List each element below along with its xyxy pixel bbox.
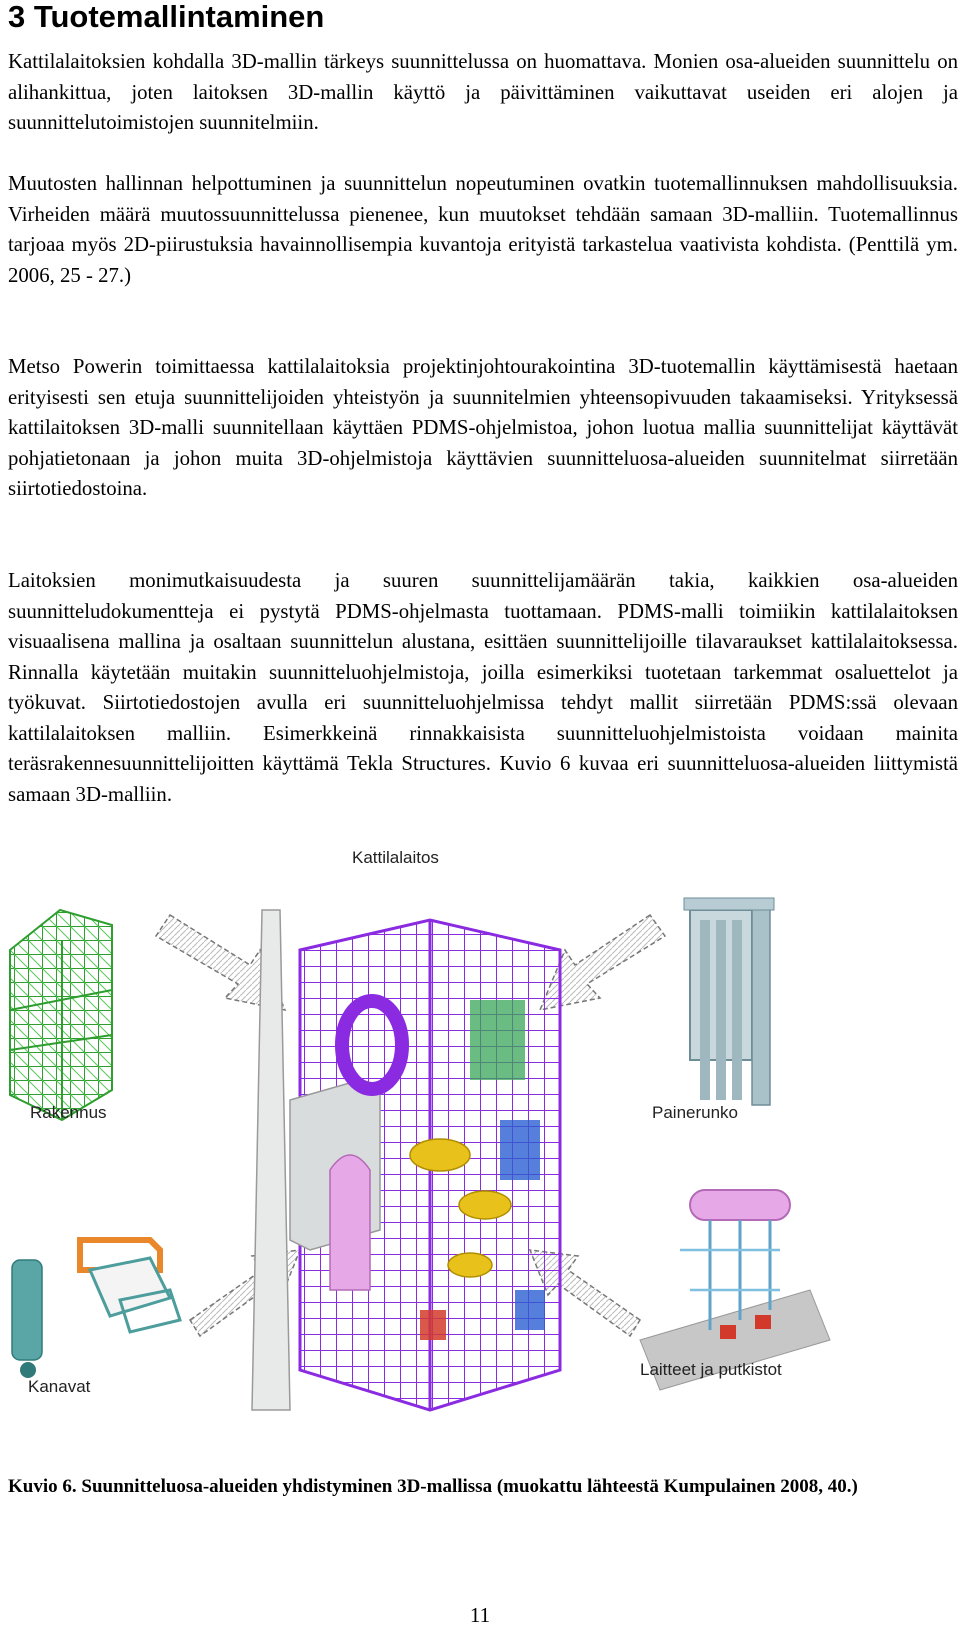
structure-model xyxy=(10,910,112,1120)
paragraph-1: Kattilalaitoksien kohdalla 3D-mallin tärkeys suunnittelussa on huomattava. Monien osa-alueiden suunnittelu on alihankittua, joten laitoksen 3D-mallin käyttö ja päivittäminen vaikuttavat useiden eri alojen ja suunnittelutoimistojen suunnitelmiin. xyxy=(8,50,958,134)
paragraph-4: Laitoksien monimutkaisuudesta ja suuren suunnittelijamäärän takia, kaikkien osa-alueiden suunnitteludokumentteja ei pystytä PDMS-ohjelmasta tuottamaan. PDMS-malli toimiikin kattilalaitoksen visuaalisena mallina ja osaltaan suunnittelun alustana, esittäen suunnittelijoille tilavaraukset kattilalaitoksessa. Rinnalla käytetään muitakin suunnitteluohjelmistoja, joilla esimerkiksi tuotetaan tarkemmat osaluettelot ja työkuvat. Siirtotiedostojen avulla eri suunnitteluohjelmissa tehdyt mallit siirretään PDMS:ssä olevaan kattilalaitoksen malliin. Esimerkkeinä rinnakkaisista suunnitteluohjelmistoista voidaan mainita teräsrakennesuunnittelijoitten käyttämä Tekla Structures. Kuvio 6 kuvaa eri suunnitteluosa-alueiden liittymistä samaan 3D-malliin. xyxy=(8,569,958,806)
figure-boiler-plant xyxy=(0,848,960,1460)
page-number: 11 xyxy=(469,1603,491,1627)
boiler-plant-model xyxy=(252,910,560,1410)
label-ducts: Kanavat xyxy=(28,1377,91,1396)
label-piping: Laitteet ja putkistot xyxy=(640,1360,782,1379)
pressure-part-model xyxy=(684,898,774,1105)
label-structure: Rakennus xyxy=(30,1103,107,1122)
section-heading: 3 Tuotemallintaminen xyxy=(8,0,325,34)
figure-illustration xyxy=(0,870,960,1460)
label-pressure-part: Painerunko xyxy=(652,1103,739,1122)
paragraph-2: Muutosten hallinnan helpottuminen ja suunnittelun nopeutuminen ovatkin tuotemallinnuksen mahdollisuuksia. Virheiden määrä muutossuunnittelussa pienenee, kun muutokset tehdään samaan 3D-malliin. Tuotemallinnus tarjoaa myös 2D-piirustuksia havainnollisempia kuvantoja erityistä tarkastelua vaativista kohdista. (Penttilä ym. 2006, 25 - 27.) xyxy=(8,172,958,287)
figure-caption: Kuvio 6. Suunnitteluosa-alueiden yhdistyminen 3D-mallissa (muokattu lähteestä Kumpulainen 2008, 40.) xyxy=(8,1476,858,1497)
paragraph-3: Metso Powerin toimittaessa kattilalaitoksia projektinjohtourakointina 3D-tuotemallin käyttämisestä haetaan erityisesti sen etuja suunnittelijoiden yhteistyön ja suunnitelmien yhteensopivuuden takaamiseksi. Yrityksessä kattilaitoksen 3D-malli suunnitellaan käyttäen PDMS-ohjelmistoa, johon luotua mallia suunnittelijat käyttävät pohjatietonaan ja johon muita 3D-ohjelmistoja käyttävien suunnitteluosa-alueiden suunnitelmat siirretään siirtotiedostoina. xyxy=(8,355,958,500)
figure-title: Kattilalaitos xyxy=(352,848,439,867)
duct-model xyxy=(12,1240,180,1378)
